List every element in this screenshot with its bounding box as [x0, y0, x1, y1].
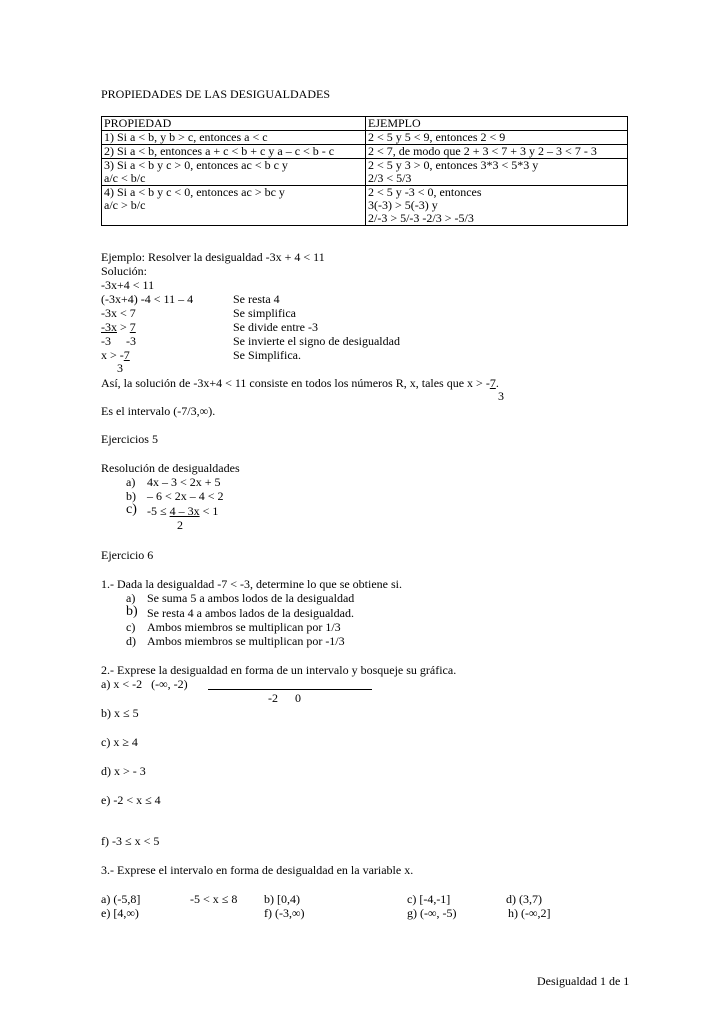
interval-statement: Es el intervalo (-7/3,∞).: [101, 404, 216, 418]
list-item: -5 ≤ 4 – 3x < 1: [147, 504, 219, 518]
question-2: 2.- Exprese la desigualdad en forma de un intervalo y bosqueje su gráfica.: [101, 663, 457, 677]
list-item-label: a): [126, 475, 136, 489]
table-row: [102, 186, 628, 226]
step-1: -3x+4 < 11: [101, 278, 155, 292]
table-row: [102, 131, 628, 145]
step-5: -3 -3: [101, 334, 136, 348]
step-3: -3x < 7: [101, 306, 136, 320]
step-6: x > -7: [101, 348, 130, 362]
step-2-note: Se resta 4: [233, 292, 280, 306]
exercises5-subtitle: Resolución de desigualdades: [101, 461, 240, 475]
number-line-tick-label: 0: [295, 691, 301, 705]
list-item-label: a): [126, 591, 136, 605]
solution-label: Solución:: [101, 264, 148, 278]
list-item-label: c): [126, 502, 137, 517]
list-item: 4x – 3 < 2x + 5: [147, 475, 221, 489]
header-propiedad: PROPIEDAD: [102, 117, 366, 131]
property-cell: 2) Si a < b, entonces a + c < b + c y a – c < b - c: [102, 145, 366, 159]
exercise6-title: Ejercicio 6: [101, 548, 154, 562]
conclusion: Así, la solución de -3x+4 < 11 consiste en todos los números R, x, tales que x > -7.: [101, 376, 499, 390]
step-5-note: Se invierte el signo de desigualdad: [233, 334, 400, 348]
step-6-denominator: 3: [117, 361, 123, 375]
question-3-item: d) (3,7): [506, 892, 542, 906]
header-ejemplo: EJEMPLO: [366, 117, 628, 131]
question-3-item: c) [-4,-1]: [407, 892, 451, 906]
list-item: Ambos miembros se multiplican por -1/3: [147, 634, 345, 648]
example-cell: 2 < 7, de modo que 2 + 3 < 7 + 3 y 2 – 3 < 7 - 3: [366, 145, 628, 159]
exercises5-title: Ejercicios 5: [101, 432, 158, 446]
list-item: Se suma 5 a ambos lodos de la desigualdad: [147, 591, 355, 605]
step-4-note: Se divide entre -3: [233, 320, 318, 334]
step-3-note: Se simplifica: [233, 306, 296, 320]
question-3-item: g) (-∞, -5): [407, 906, 457, 920]
list-item-label: d): [126, 634, 136, 648]
question-2f: f) -3 ≤ x < 5: [101, 834, 160, 848]
question-3-answer: -5 < x ≤ 8: [190, 892, 238, 906]
fraction-denominator: 2: [177, 518, 183, 532]
list-item: Ambos miembros se multiplican por 1/3: [147, 620, 341, 634]
page-title: PROPIEDADES DE LAS DESIGUALDADES: [101, 87, 331, 101]
question-2c: c) x ≥ 4: [101, 735, 138, 749]
list-item-label: b): [126, 604, 138, 619]
question-3-item: a) (-5,8]: [101, 892, 141, 906]
question-3-item: f) (-3,∞): [264, 906, 305, 920]
number-line-tick-label: -2: [268, 691, 278, 705]
table-header-row: [102, 117, 628, 131]
question-2e: e) -2 < x ≤ 4: [101, 793, 161, 807]
step-6-note: Se Simplifica.: [233, 348, 301, 362]
list-item: Se resta 4 a ambos lados de la desigualdad.: [147, 606, 354, 620]
step-2: (-3x+4) -4 < 11 – 4: [101, 292, 194, 306]
property-cell: 4) Si a < b y c < 0, entonces ac > bc y a/c > b/c: [102, 186, 366, 226]
question-3-item: e) [4,∞): [101, 906, 139, 920]
question-3: 3.- Exprese el intervalo en forma de desigualdad en la variable x.: [101, 863, 414, 877]
table-row: [102, 159, 628, 186]
example-cell: 2 < 5 y 5 < 9, entonces 2 < 9: [366, 131, 628, 145]
example-statement: Ejemplo: Resolver la desigualdad -3x + 4 < 11: [101, 250, 325, 264]
page-footer: Desigualdad 1 de 1: [537, 974, 630, 988]
property-cell: 3) Si a < b y c > 0, entonces ac < b c y a/c < b/c: [102, 159, 366, 186]
table-row: [102, 145, 628, 159]
conclusion-denominator: 3: [498, 389, 504, 403]
example-cell: 2 < 5 y -3 < 0, entonces 3(-3) > 5(-3) y 2/-3 > 5/-3 -2/3 > -5/3: [366, 186, 628, 226]
properties-table: [101, 116, 628, 226]
question-3-item: h) (-∞,2]: [508, 906, 551, 920]
question-3-item: b) [0,4): [264, 892, 300, 906]
question-2a: a) x < -2 (-∞, -2): [101, 677, 188, 691]
question-2d: d) x > - 3: [101, 764, 146, 778]
list-item-label: c): [126, 620, 136, 634]
example-cell: 2 < 5 y 3 > 0, entonces 3*3 < 5*3 y 2/3 < 5/3: [366, 159, 628, 186]
number-line: [208, 689, 372, 690]
list-item: – 6 < 2x – 4 < 2: [147, 489, 224, 503]
question-1: 1.- Dada la desigualdad -7 < -3, determine lo que se obtiene si.: [101, 577, 403, 591]
step-4: -3x > 7: [101, 320, 136, 334]
question-2b: b) x ≤ 5: [101, 706, 139, 720]
property-cell: 1) Si a < b, y b > c, entonces a < c: [102, 131, 366, 145]
list-item-label: b): [126, 489, 136, 503]
